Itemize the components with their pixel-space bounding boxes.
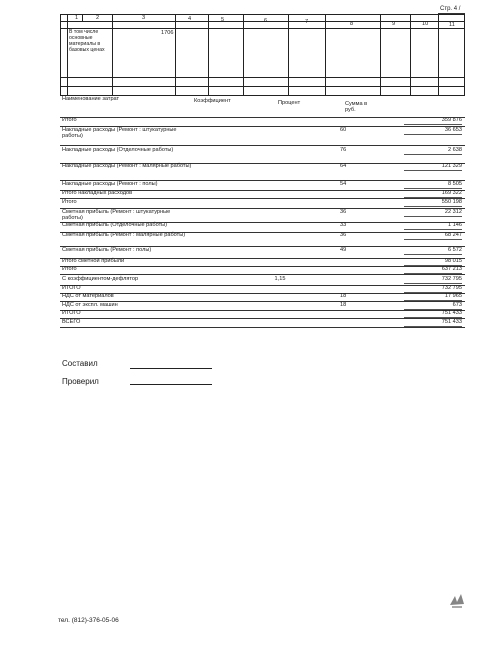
row-sum: 1 146: [448, 222, 462, 228]
col-num-11: 11: [449, 22, 455, 28]
row-percent: 49: [340, 247, 347, 253]
sum-underline: [404, 283, 462, 284]
row-sum: 36 653: [444, 127, 462, 133]
checked-by-line: [130, 384, 212, 385]
sum-underline: [404, 273, 462, 274]
row-label: ВСЕГО: [62, 319, 81, 325]
row-label: Сметная прибыль (Ремонт : штукатурные работы): [62, 209, 171, 222]
col-num-5: 5: [221, 17, 225, 23]
sum-underline: [404, 170, 462, 171]
row-percent: 36: [340, 232, 347, 238]
row-label: Накладные расходы (Ремонт : полы): [62, 181, 158, 187]
row-sum: 2 638: [448, 147, 462, 153]
sum-underline: [404, 134, 462, 135]
col-num-10: 10: [422, 21, 429, 27]
sum-underline: [404, 197, 462, 198]
row-label: Итого накладных расходов: [62, 190, 133, 196]
row-percent: 36: [340, 209, 347, 215]
page-number: Стр. 4 /: [440, 6, 461, 12]
row-sum: 22 312: [444, 209, 462, 215]
sum-underline: [404, 216, 462, 217]
row-sum: 732 795: [441, 276, 462, 282]
row-sum: 98 015: [444, 258, 462, 264]
row-label: Накладные расходы (Ремонт : штукатурные работы): [62, 127, 177, 140]
row-percent: 18: [340, 293, 347, 299]
row-sum: 359 876: [441, 117, 462, 123]
row-label: Сметная прибыль (Отделочные работы): [62, 222, 168, 228]
col-num-4: 4: [188, 16, 192, 22]
sum-underline: [404, 317, 462, 318]
header-name: Наименование затрат: [62, 96, 120, 102]
row-sum: 8 505: [448, 181, 462, 187]
row-sum: 169 322: [441, 190, 462, 196]
sum-underline: [404, 154, 462, 155]
row-divider: [60, 327, 465, 328]
col-num-6: 6: [264, 18, 268, 24]
row-percent: 64: [340, 163, 347, 169]
row-percent: 76: [340, 147, 347, 153]
row-sum: 673: [452, 302, 462, 308]
table-row: [60, 147, 465, 163]
materials-row-label: В том числе основные материалы в базовых ценах: [69, 29, 105, 53]
row-percent: 18: [340, 302, 347, 308]
header-percent: Процент: [278, 100, 301, 106]
row-percent: 60: [340, 127, 347, 133]
footer-phone: тел. (812)-376-05-06: [58, 617, 119, 624]
sum-underline: [404, 326, 462, 327]
row-sum: 732 795: [441, 285, 462, 291]
row-sum: 751 433: [441, 310, 462, 316]
sum-underline: [404, 229, 462, 230]
row-label: НДС от материалов: [62, 293, 114, 299]
row-label: Итого сметной прибыли: [62, 258, 125, 264]
table-row: [60, 127, 465, 145]
row-label: Сметная прибыль (Ремонт : малярные работы): [62, 232, 186, 238]
row-label: Накладные расходы (Отделочные работы): [62, 147, 174, 153]
compiled-by-line: [130, 368, 212, 369]
sum-underline: [404, 300, 462, 301]
table-row: [60, 247, 465, 258]
row-sum: 17 965: [444, 293, 462, 299]
row-percent: 54: [340, 181, 347, 187]
col-num-7: 7: [305, 19, 309, 25]
sum-underline: [404, 239, 462, 240]
col-num-1: 1: [75, 14, 79, 21]
row-divider: [60, 274, 465, 275]
row-coefficient: 1,15: [274, 276, 286, 282]
header-coef: Коэффициент: [194, 98, 231, 104]
materials-row-value: 1706: [161, 30, 174, 36]
col-num-9: 9: [392, 21, 396, 27]
row-label: ИТОГО: [62, 285, 81, 291]
row-label: Сметная прибыль (Ремонт : полы): [62, 247, 152, 253]
row-label: С коэффициентом-дефлятор: [62, 276, 139, 282]
sum-underline: [404, 206, 462, 207]
table-top-border: [60, 117, 465, 118]
col-num-2: 2: [96, 14, 100, 21]
row-sum: 637 213: [441, 266, 462, 272]
row-percent: 33: [340, 222, 347, 228]
row-sum: 68 247: [444, 232, 462, 238]
row-divider: [60, 145, 465, 146]
table-row: [60, 222, 465, 232]
row-label: Итого: [62, 266, 77, 272]
row-sum: 121 329: [441, 163, 462, 169]
row-label: Итого: [62, 117, 77, 123]
table-row: [60, 163, 465, 180]
row-sum: 6 572: [448, 247, 462, 253]
row-label: НДС от экспл. машин: [62, 302, 118, 308]
row-sum: 751 433: [441, 319, 462, 325]
compiled-by-label: Составил: [62, 359, 98, 368]
col-num-8: 8: [350, 21, 354, 27]
sum-underline: [404, 124, 462, 125]
row-sum: 550 198: [441, 199, 462, 205]
row-label: ИТОГО: [62, 310, 81, 316]
sum-underline: [404, 254, 462, 255]
col-num-3: 3: [142, 14, 146, 21]
checked-by-label: Проверил: [62, 377, 99, 386]
stamp-mark: [447, 590, 467, 610]
top-header-table: [60, 14, 465, 98]
row-label: Накладные расходы (Ремонт : малярные работы): [62, 163, 192, 169]
row-label: Итого: [62, 199, 77, 205]
sum-underline: [404, 188, 462, 189]
header-sum: Сумма в руб.: [345, 101, 368, 114]
